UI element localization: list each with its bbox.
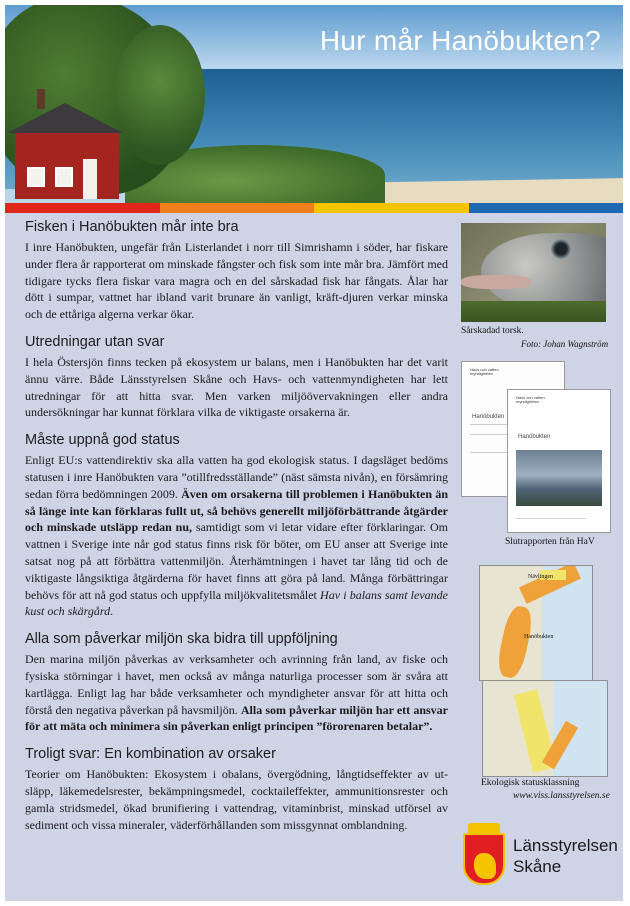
report-photo: [516, 450, 602, 506]
body-text: .: [110, 604, 114, 619]
report-logo: Havs och vatten myndigheten: [516, 395, 545, 405]
section-causes: [25, 745, 448, 833]
section-heading: Utredningar utan svar: [25, 333, 165, 350]
section-heading: Måste uppnå god status: [25, 432, 180, 449]
body-bold-text: Alla som påverkar miljön har ett ansvar för att mäta och minimera sin påverkan enligt principen ”förorenaren betalar”.: [25, 702, 448, 734]
fish-eye: [551, 239, 571, 259]
logo-text: [513, 835, 618, 877]
body-bold-text: Även om orsakerna till problemen i Hanöbukten än så länge inte kan förklaras fullt ut, så behövs generellt miljöförbättrande åtgärder och minskade utsläpp redan nu,: [25, 486, 448, 535]
griffin-icon: [474, 853, 496, 879]
body-text: Enligt EU:s vattendirektiv ska alla vatten ha god ekologisk status. I dagsläget bedöms statusen i inre Hanöbukten vara ”otillfredsställande” (näst sämsta nivån), en försämring sedan förra bedömningen 2009.: [25, 453, 448, 501]
red-house: [7, 103, 125, 199]
report-logo: Havs och vatten myndigheten: [470, 367, 499, 377]
section-responsibility: [25, 630, 448, 735]
color-segment-blue: [469, 203, 624, 213]
fish-credit: Foto: Johan Wagnström: [521, 339, 609, 349]
fish-caption: Sårskadad torsk.: [461, 326, 524, 336]
color-segment-yellow: [314, 203, 469, 213]
section-body: [25, 651, 448, 735]
report-cover-back: [507, 389, 611, 533]
section-body: I hela Östersjön finns tecken på ekosystem ur balans, men i Hanöbukten har det varit ännu värre. Både Länsstyrelsen Skåne och Havs- och vattenmyndigheten har lett utredningar för att hitta svar. Men varken miljöövervakningen eller andra undersökningar har kunnat förklara vilka de viktigaste orsakerna är.: [25, 354, 448, 420]
status-map-2: [482, 680, 608, 777]
color-segment-red: [5, 203, 160, 213]
source-url[interactable]: www.viss.lansstyrelsen.se: [513, 791, 610, 801]
logo-line-1: Länsstyrelsen: [513, 836, 618, 855]
section-heading: Troligt svar: En kombination av orsaker: [25, 746, 276, 763]
hero-photo: [5, 5, 623, 203]
section-body: Teorier om Hanöbukten: Ekosystem i obalans, övergödning, långtidseffekter av ut-släpp, läkemedelsrester, bekämpningsmedel, cocktaileffekter, ammunitionsrester och gamla stridsmedel, ökad brunifiering i vattendrag, vitaminbrist, minskad utförsel av sediment och vissa mineraler, väderförhållanden som missgynnat omblandning.: [25, 767, 448, 832]
map-label: Nävlingen: [528, 574, 553, 580]
map-label: Hanöbukten: [524, 634, 554, 640]
body-text: samtidigt som vi letar vidare efter förklaringar. Om vattnen i Sverige inte når god status finns risk för böter, om EU anser att Sverige inte satsat nog på att förbättra vattenmiljön. Återhämtningen i havet tar lång tid och de viktigaste långsiktiga åtgärderna för havet finns att göra på land. Många förbättringar behövs för att nå god status och uppfylla miljökvalitetsmålet: [25, 520, 448, 602]
body-text: Den marina miljön påverkas av verksamheter och avrinning från land, av fiske och fysiska störningar i havet, men också av många naturliga processer som är svåra att kartlägga. Enligt lag har både verksamheter och myndigheter ansvar för att hitta och förstå den negativa påverkan på havsmiljön.: [25, 652, 448, 717]
report-title: Hanöbukten: [518, 434, 551, 440]
section-status: [25, 431, 448, 620]
section-fish: [25, 218, 448, 323]
logo-line-2: Skåne: [513, 857, 562, 876]
page-title: Hur mår Hanöbukten?: [319, 25, 601, 56]
section-body: [25, 452, 448, 620]
section-investigations: [25, 333, 448, 421]
body-italic-text: Hav i balans samt levande kust och skärgård: [25, 587, 448, 619]
poster: [5, 5, 623, 901]
reports-caption: Slutrapporten från HaV: [505, 537, 595, 547]
report-title: Hanöbukten: [472, 414, 505, 420]
section-heading: Fisken i Hanöbukten mår inte bra: [25, 219, 239, 235]
fish-photo: [461, 223, 606, 322]
map-caption: Ekologisk statusklassning: [481, 778, 580, 788]
main-text-column: [25, 218, 448, 843]
section-body: I inre Hanöbukten, ungefär från Listerlandet i norr till Simrishamn i söder, har fiskare under flera år rapporterat om minskade fångster och fisk som inte mår bra. Jämfört med tidigare tycks flera fiskar vara magra och en del sårskadad fisk har fångats. Ålar har dött i sumpar, vattnet har ibland varit brunare än vanligt, kräft-djuren verkar minska och de ettåriga algerna verkar ökar.: [25, 240, 448, 322]
trees: [115, 25, 205, 165]
section-heading: Alla som påverkar miljön ska bidra till uppföljning: [25, 631, 338, 648]
color-segment-orange: [160, 203, 315, 213]
color-bar: [5, 203, 623, 213]
lansstyrelsen-logo: [463, 823, 618, 897]
shield-icon: [463, 833, 505, 885]
status-map-1: [479, 565, 593, 681]
